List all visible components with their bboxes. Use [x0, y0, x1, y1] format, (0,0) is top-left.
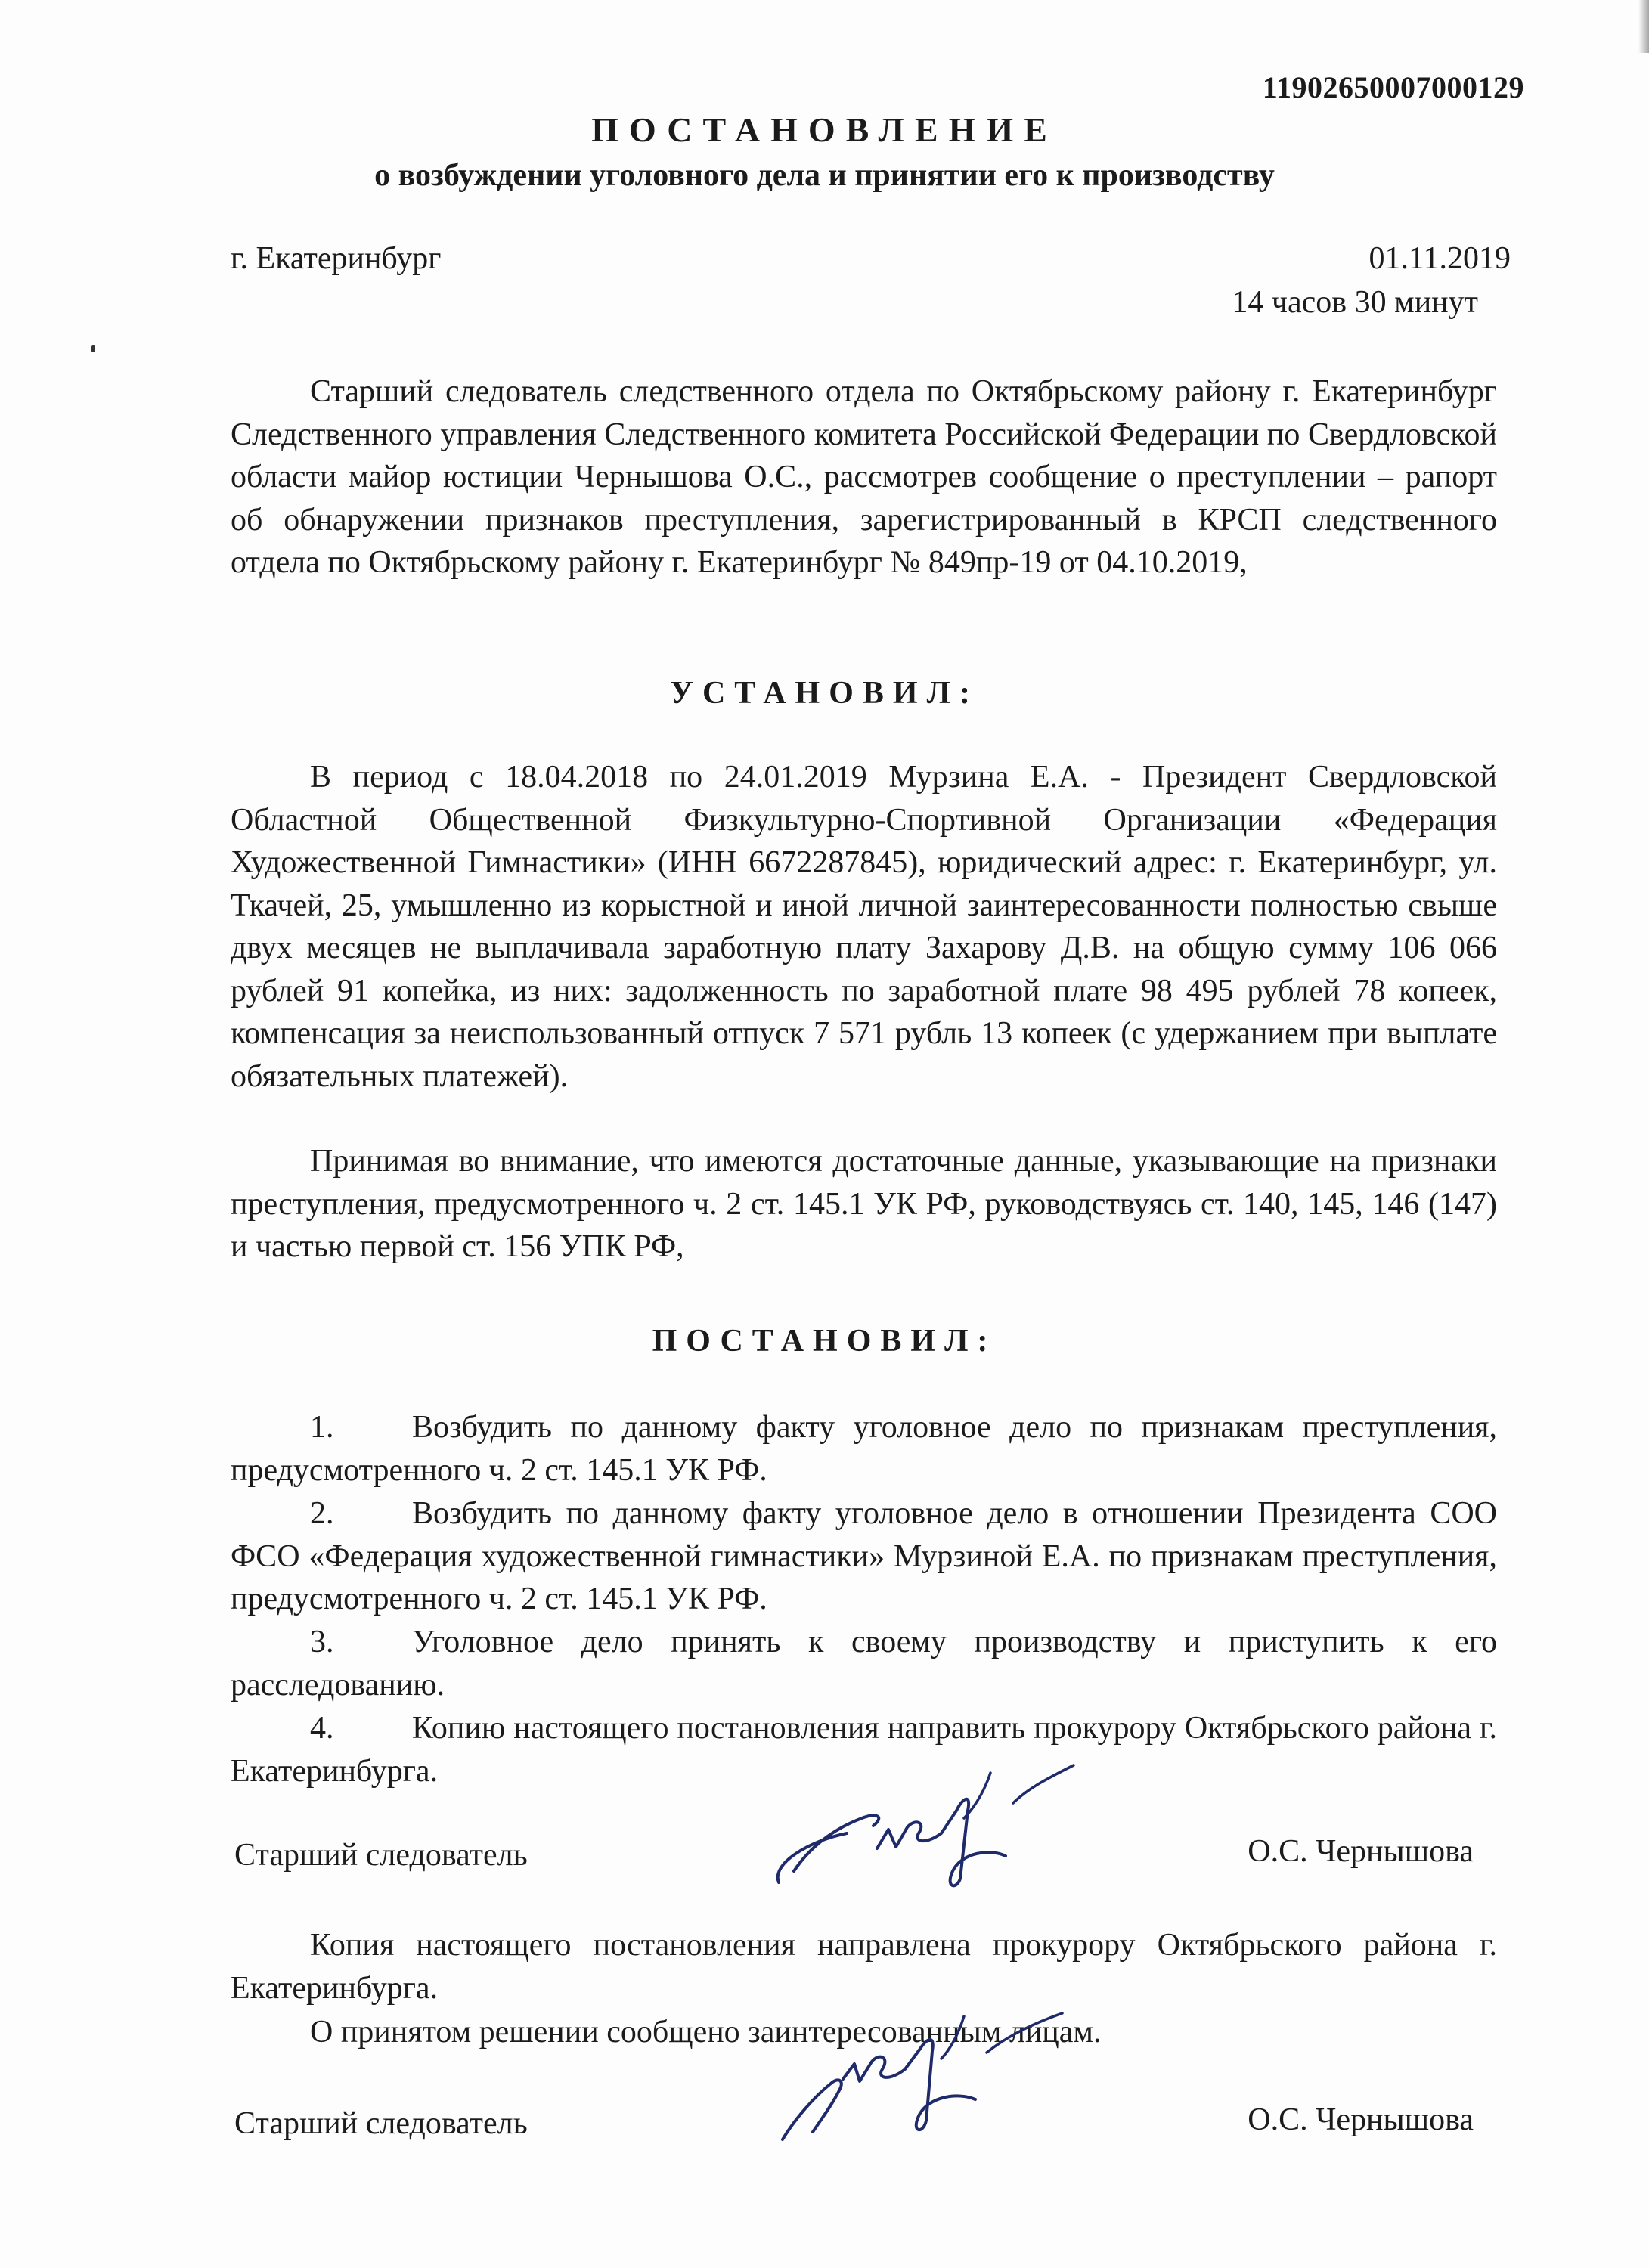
intro-paragraph: Старший следователь следственного отдела по Октябрьскому району г. Екатеринбург Следственного управления Следственного комитета Российской Федерации по Свердловской области майор юстиции Чернышова О.С., рассмотрев сообщение о преступлении – рапорт об обнаружении признаков преступления, зарегистрированный в КРСП следственного отдела по Октябрьскому району г. Екатеринбург № 849пр-19 от 04.10.2019,	[231, 374, 1497, 580]
established-heading: УСТАНОВИЛ:	[670, 676, 979, 711]
notice: О принятом решении сообщено заинтересованным лицам.	[310, 2015, 1102, 2050]
established-paragraph-1: В период с 18.04.2018 по 24.01.2019 Мурзина Е.А. - Президент Свердловской Областной Общественной Физкультурно-Спортивной Организации «Федерация Художественной Гимнастики» (ИНН 6672287845), юридический адрес: г. Екатеринбург, ул. Ткачей, 25, умышленно из корыстной и иной личной заинтересованности полностью свыше двух месяцев не выплачивала заработную плату Захарову Д.В. на общую сумму 106 066 рублей 91 копейка, из них: задолженность по заработной плате 98 495 рублей 78 копеек, компенсация за неиспользованный отпуск 7 571 рубль 13 копеек (с удержанием при выплате обязательных платежей).	[231, 760, 1497, 1094]
resolution-text: Копию настоящего постановления направить прокурору Октябрьского района г. Екатеринбурга.	[231, 1711, 1497, 1789]
resolution-item-3	[231, 1621, 1497, 1706]
resolution-number: 2.	[310, 1496, 334, 1531]
scan-speck	[91, 345, 95, 352]
resolution-number: 1.	[310, 1410, 334, 1445]
time: 14 часов 30 минут	[1232, 285, 1478, 320]
case-number: 11902650007000129	[1262, 70, 1524, 104]
established-paragraph-2: Принимая во внимание, что имеются достаточные данные, указывающие на признаки преступления, предусмотренного ч. 2 ст. 145.1 УК РФ, руководствуясь ст. 140, 145, 146 (147) и частью первой ст. 156 УПК РФ,	[231, 1144, 1497, 1264]
resolved-heading: ПОСТАНОВИЛ:	[652, 1324, 997, 1359]
resolution-item-2	[231, 1492, 1497, 1621]
handwritten-signature-2	[760, 2007, 1077, 2158]
signer-name-1: О.С. Чернышова	[1248, 1834, 1474, 1869]
copy-note: Копия настоящего постановления направлена прокурору Октябрьского района г. Екатеринбурга.	[231, 1928, 1497, 2006]
resolution-text: Возбудить по данному факту уголовное дело по признакам преступления, предусмотренного ч. 2 ст. 145.1 УК РФ.	[231, 1410, 1497, 1488]
signer-name-2: О.С. Чернышова	[1248, 2102, 1474, 2137]
scan-edge-shadow	[1638, 0, 1649, 53]
signer-position-2: Старший следователь	[234, 2106, 528, 2141]
resolution-text: Уголовное дело принять к своему производству и приступить к его расследованию.	[231, 1625, 1497, 1703]
document-subtitle: о возбуждении уголовного дела и принятии его к производству	[374, 158, 1275, 193]
date: 01.11.2019	[1368, 241, 1511, 276]
resolution-text: Возбудить по данному факту уголовное дело в отношении Президента СОО ФСО «Федерация художественной гимнастики» Мурзиной Е.А. по признакам преступления, предусмотренного ч. 2 ст. 145.1 УК РФ.	[231, 1496, 1497, 1616]
resolution-item-1	[231, 1406, 1497, 1492]
handwritten-signature-1	[764, 1758, 1081, 1894]
city: г. Екатеринбург	[231, 241, 442, 276]
resolution-number: 4.	[310, 1711, 334, 1746]
resolution-number: 3.	[310, 1625, 334, 1659]
document-title: ПОСТАНОВЛЕНИЕ	[591, 110, 1058, 149]
signer-position-1: Старший следователь	[234, 1838, 528, 1873]
